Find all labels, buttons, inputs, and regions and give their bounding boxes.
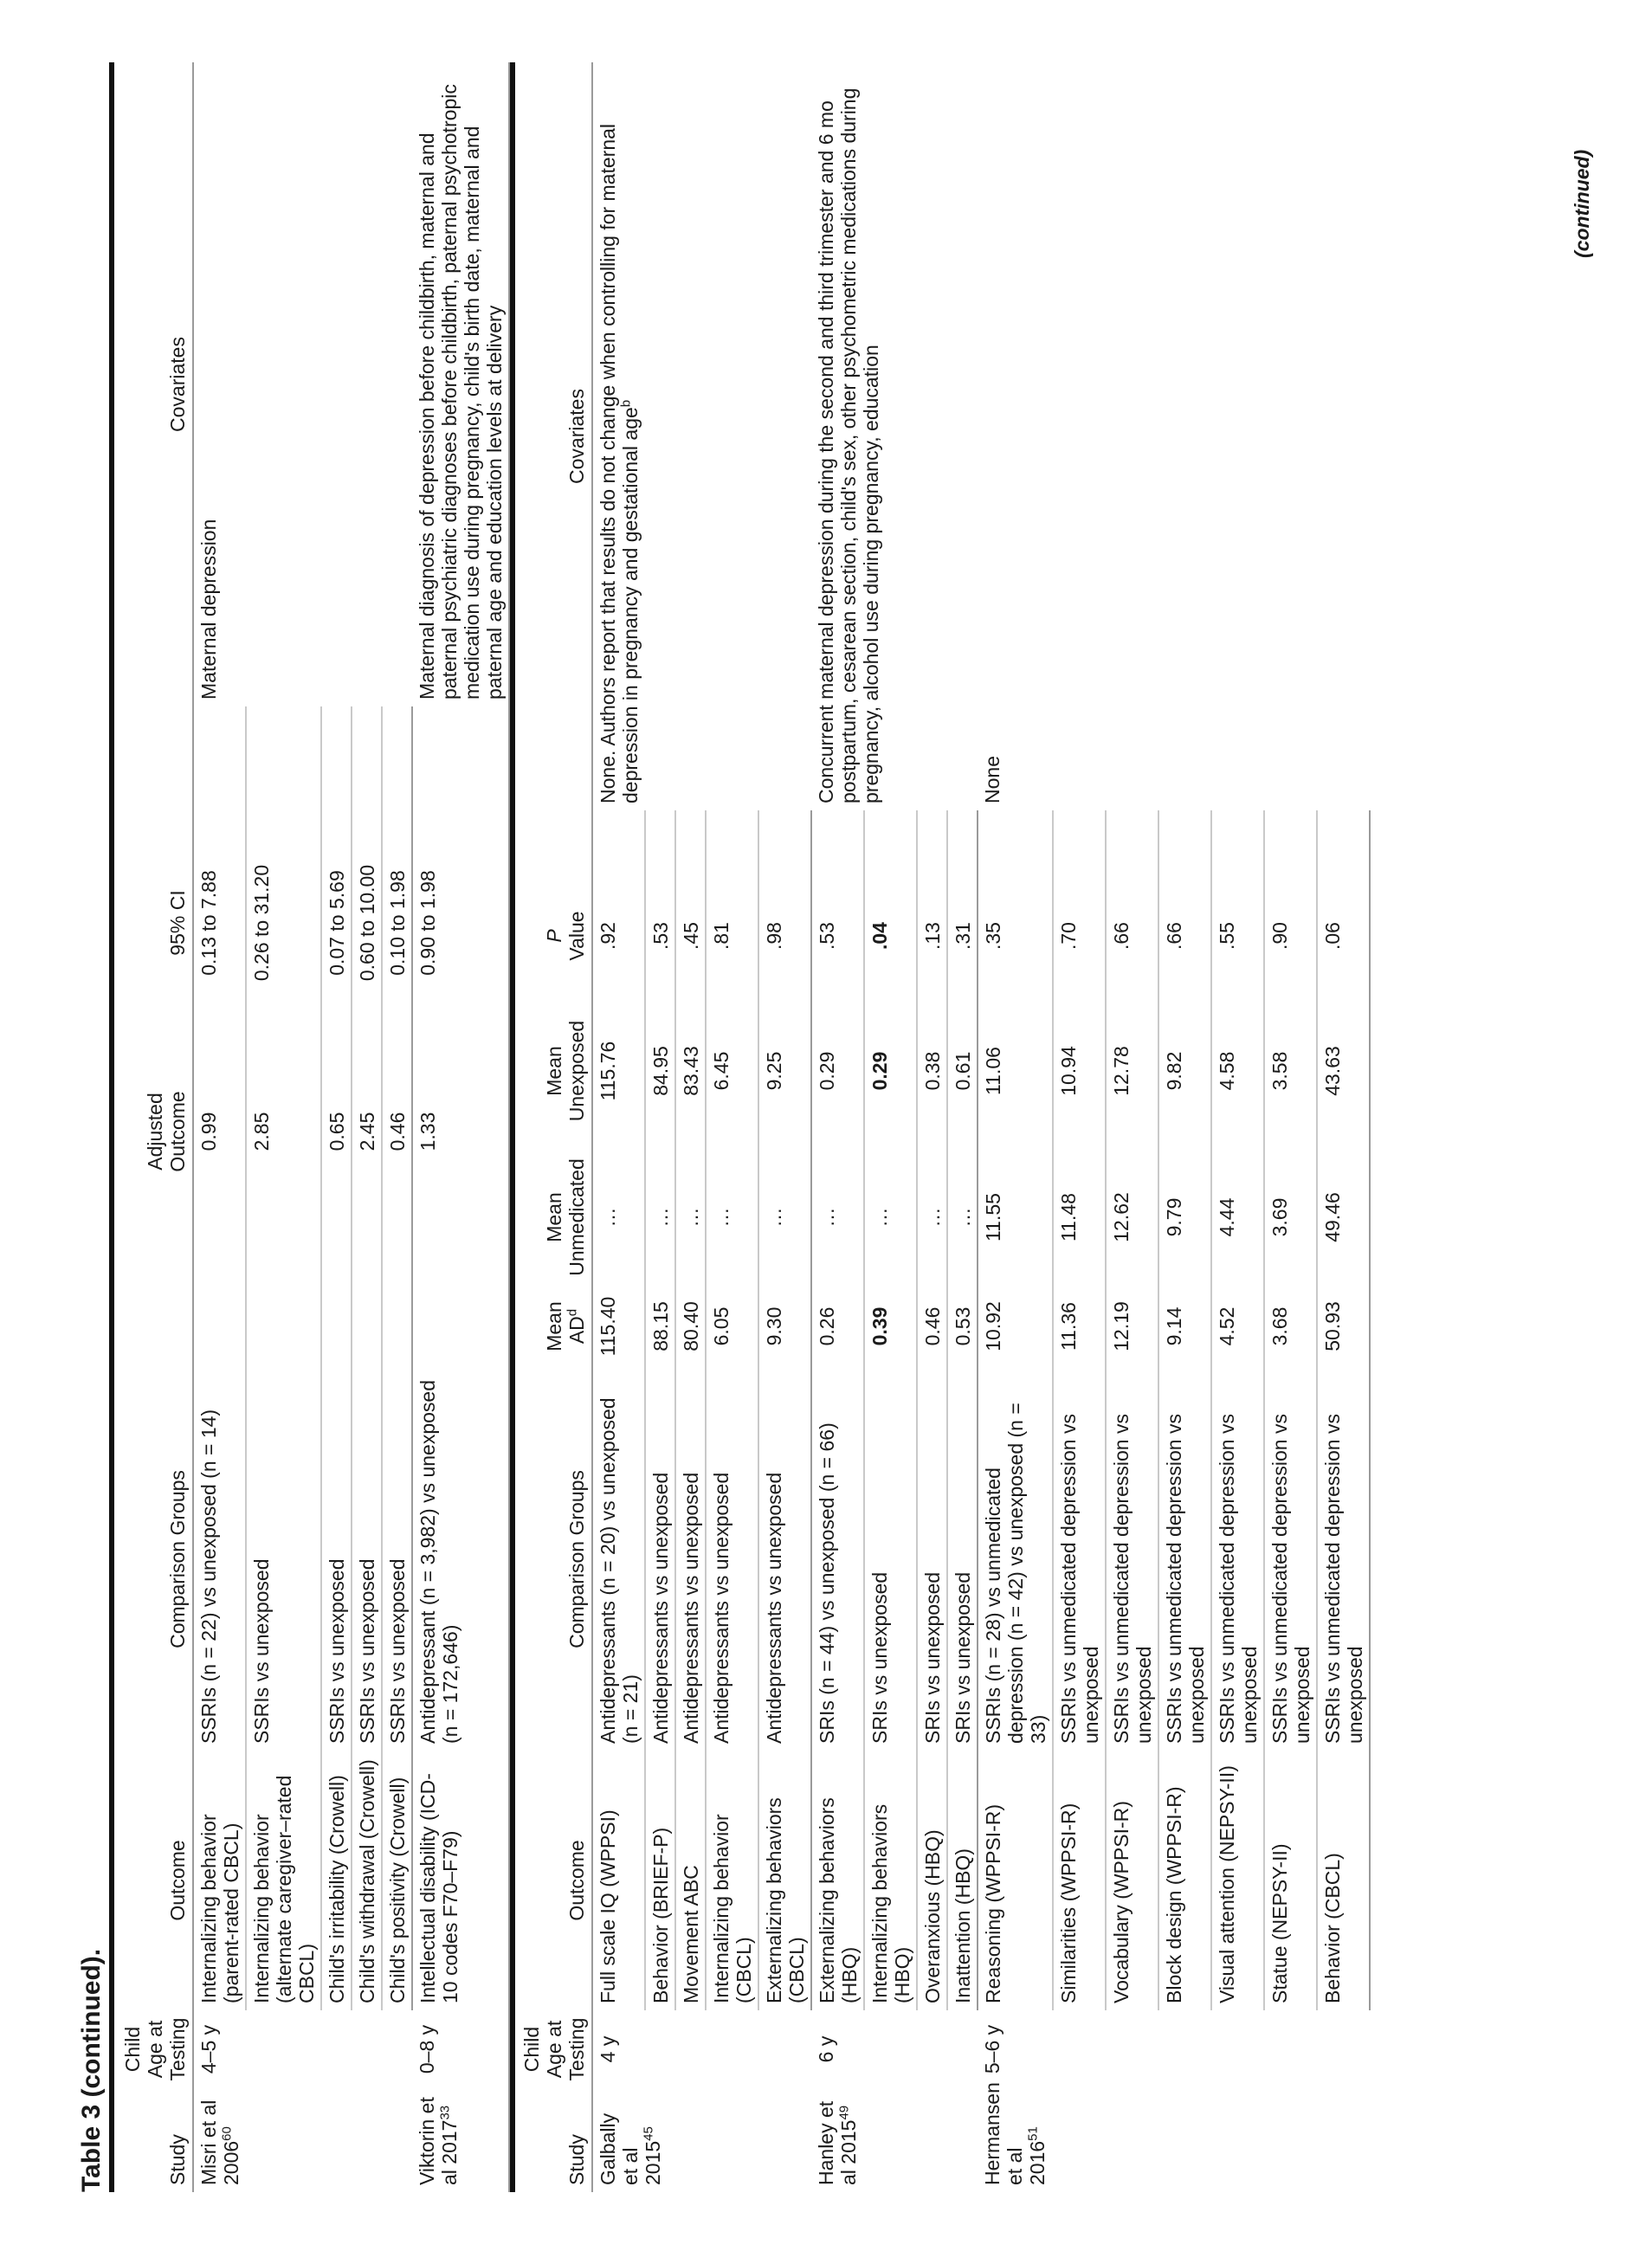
spacer-cell (246, 1207, 321, 1368)
mean-unexposed-cell: 0.29 (811, 992, 864, 1150)
child-age: 6 y (815, 2035, 837, 2063)
col-ci: 95% CI (116, 790, 193, 1056)
spacer-cell (706, 810, 758, 880)
mean-unexposed-cell: 84.95 (645, 992, 675, 1150)
spacer-cell (352, 706, 382, 790)
mean-unmedicated-cell: … (706, 1150, 758, 1285)
outcome-cell: Vocabulary (WPPSI-R) (1106, 1751, 1158, 2010)
p-value-cell: .06 (1317, 880, 1370, 992)
comparison-cell: SRIs vs unexposed (864, 1368, 917, 1751)
p-value-cell: .81 (706, 880, 758, 992)
spacer-cell (947, 810, 978, 880)
table-row (412, 62, 509, 2192)
mean-unexposed-cell: 83.43 (675, 992, 706, 1150)
child-age: 4 y (597, 2035, 619, 2063)
p-value-cell: .90 (1264, 880, 1317, 992)
table-title: Table 3 (continued). (77, 1948, 106, 2192)
col-covariates-b: Covariates (513, 62, 592, 810)
comparison-cell: SSRIs vs unmedicated depression vs unexposed (1158, 1368, 1211, 1751)
mean-unexposed-cell: 3.58 (1264, 992, 1317, 1150)
mean-unexposed-cell: 43.63 (1317, 992, 1370, 1150)
outcome-cell: Full scale IQ (WPPSI) (592, 1751, 645, 2010)
comparison-cell: Antidepressants vs unexposed (758, 1368, 811, 1751)
comparison-cell: SSRIs vs unmedicated depression vs unexposed (1317, 1368, 1370, 1751)
mean-unexposed-cell: 12.78 (1106, 992, 1158, 1150)
mean-unmedicated-cell: … (758, 1150, 811, 1285)
outcome-cell: Block design (WPPSI-R) (1158, 1751, 1211, 2010)
mean-ad-cell: 9.14 (1158, 1285, 1211, 1368)
comparison-cell: SSRIs vs unexposed (246, 1368, 321, 1751)
p-value-cell: .13 (917, 880, 947, 992)
comparison-cell: SSRIs (n = 22) vs unexposed (n = 14) (193, 1368, 246, 1751)
table-section-b (510, 62, 1371, 2192)
spacer-cell (1264, 810, 1317, 880)
comparison-cell: Antidepressant (n = 3,982) vs unexposed (n = 172,646) (412, 1368, 509, 1751)
comparison-cell: SSRIs (n = 28) vs unmedicated depression (n = 42) vs unexposed (n = 33) (978, 1368, 1053, 1751)
outcome-cell: Internalizing behavior (parent-rated CBCL) (193, 1751, 246, 2010)
outcome-cell: Child's withdrawal (Crowell) (352, 1751, 382, 2010)
spacer-cell (412, 706, 509, 790)
mean-ad-cell: 11.36 (1053, 1285, 1106, 1368)
mean-ad-cell: 115.40 (592, 1285, 645, 1368)
covariates-cell: Maternal diagnosis of depression before childbirth, maternal and paternal psychiatric diagnoses before childbirth, paternal psychotropic medication use during pregnancy, child's birth date, maternal and paternal age and education levels at delivery (412, 62, 509, 706)
outcome-cell: Externalizing behaviors (CBCL) (758, 1751, 811, 2010)
spacer-cell (645, 810, 675, 880)
outcome-cell: Movement ABC (675, 1751, 706, 2010)
child-age: 0–8 y (412, 2010, 509, 2088)
mean-unexposed-cell: 115.76 (592, 992, 645, 1150)
mean-ad-cell: 0.26 (811, 1285, 864, 1368)
spacer-cell (592, 810, 645, 880)
outcome-cell: Child's irritability (Crowell) (321, 1751, 352, 2010)
comparison-cell: Antidepressants vs unexposed (645, 1368, 675, 1751)
spacer-cell (193, 1207, 246, 1368)
spacer-cell (811, 810, 864, 880)
child-age: 4–5 y (197, 2024, 220, 2074)
covariates-cell: None. Authors report that results do not change when controlling for maternal depression in pregnancy and gestational age$^b$ (597, 123, 642, 803)
spacer-cell (864, 810, 917, 880)
mean-unexposed-cell: 0.61 (947, 992, 978, 1150)
table-row (193, 62, 246, 2192)
covariates-cell: None (981, 756, 1003, 803)
ci-cell: 0.60 to 10.00 (352, 790, 382, 1056)
study-name: Hermansen et al 2016$^{51}$ (981, 2082, 1049, 2185)
outcome-cell: Visual attention (NEPSY-II) (1211, 1751, 1264, 2010)
mean-ad-cell: 12.19 (1106, 1285, 1158, 1368)
mean-unmedicated-cell: 12.62 (1106, 1150, 1158, 1285)
mean-unexposed-cell: 9.82 (1158, 992, 1211, 1150)
spacer-cell (1106, 810, 1158, 880)
spacer-cell (246, 706, 321, 790)
spacer-cell (321, 1207, 352, 1368)
mean-unmedicated-cell: … (864, 1150, 917, 1285)
study-name: Viktorin et al 2017$^{33}$ (412, 2088, 509, 2192)
study-name: Galbally et al 2015$^{45}$ (597, 2112, 664, 2185)
study-name: Misri et al 2006$^{60}$ (197, 2099, 242, 2185)
spacer-cell (1053, 810, 1106, 880)
spacer-cell (352, 1207, 382, 1368)
adjusted-outcome-cell: 2.85 (246, 1056, 321, 1207)
mean-unmedicated-cell: 3.69 (1264, 1150, 1317, 1285)
comparison-cell: Antidepressants vs unexposed (706, 1368, 758, 1751)
comparison-cell: Antidepressants vs unexposed (675, 1368, 706, 1751)
outcome-cell: Reasoning (WPPSI-R) (978, 1751, 1053, 2010)
outcome-cell: Behavior (CBCL) (1317, 1751, 1370, 2010)
mean-ad-cell: 88.15 (645, 1285, 675, 1368)
mean-ad-cell: 0.53 (947, 1285, 978, 1368)
ci-cell: 0.07 to 5.69 (321, 790, 352, 1056)
col-mean-ad: Mean $AD^d$ (513, 1285, 592, 1368)
adjusted-outcome-cell: 0.46 (382, 1056, 412, 1207)
p-value-cell: .31 (947, 880, 978, 992)
mean-unexposed-cell: 0.38 (917, 992, 947, 1150)
mean-unexposed-cell: 9.25 (758, 992, 811, 1150)
comparison-cell: SRIs vs unexposed (917, 1368, 947, 1751)
comparison-cell: SSRIs vs unmedicated depression vs unexposed (1053, 1368, 1106, 1751)
p-value-cell: .92 (592, 880, 645, 992)
outcome-cell: Internalizing behaviors (HBQ) (864, 1751, 917, 2010)
outcome-cell: Inattention (HBQ) (947, 1751, 978, 2010)
table-section-a (116, 62, 510, 2192)
mean-unmedicated-cell: … (917, 1150, 947, 1285)
top-rule (109, 62, 114, 2192)
comparison-cell: SSRIs vs unexposed (352, 1368, 382, 1751)
mean-ad-cell: 0.46 (917, 1285, 947, 1368)
mean-unexposed-cell: 11.06 (978, 992, 1053, 1150)
p-value-cell: .66 (1158, 880, 1211, 992)
spacer-cell (382, 706, 412, 790)
spacer-cell (1158, 810, 1211, 880)
mean-unmedicated-cell: 9.79 (1158, 1150, 1211, 1285)
adjusted-outcome-cell: 0.99 (193, 1056, 246, 1207)
col-age-b: Child Age at Testing (513, 2010, 592, 2088)
mean-ad-cell: 4.52 (1211, 1285, 1264, 1368)
p-value-cell: .04 (864, 880, 917, 992)
col-mean-unmedicated: Mean Unmedicated (513, 1150, 592, 1285)
col-comparison: Comparison Groups (116, 1368, 193, 1751)
mean-unexposed-cell: 0.29 (864, 992, 917, 1150)
mean-unmedicated-cell: … (811, 1150, 864, 1285)
ci-cell: 0.13 to 7.88 (193, 790, 246, 1056)
outcome-cell: Internalizing behavior (alternate caregiver–rated CBCL) (246, 1751, 321, 2010)
spacer-cell (978, 810, 1053, 880)
col-adjusted: Adjusted Outcome (116, 1056, 193, 1207)
p-value-cell: .53 (811, 880, 864, 992)
mean-unexposed-cell: 10.94 (1053, 992, 1106, 1150)
mean-unexposed-cell: 6.45 (706, 992, 758, 1150)
spacer-cell (675, 810, 706, 880)
outcome-cell: Similarities (WPPSI-R) (1053, 1751, 1106, 2010)
col-covariates: Covariates (116, 62, 193, 706)
comparison-cell: SSRIs vs unmedicated depression vs unexposed (1106, 1368, 1158, 1751)
mean-unmedicated-cell: 4.44 (1211, 1150, 1264, 1285)
outcome-cell: Externalizing behaviors (HBQ) (811, 1751, 864, 2010)
p-value-cell: .98 (758, 880, 811, 992)
col-p-value: P Value (513, 880, 592, 992)
outcome-cell: Overanxious (HBQ) (917, 1751, 947, 2010)
mean-unmedicated-cell: 11.55 (978, 1150, 1053, 1285)
adjusted-outcome-cell: 2.45 (352, 1056, 382, 1207)
mean-unmedicated-cell: 11.48 (1053, 1150, 1106, 1285)
mean-ad-cell: 10.92 (978, 1285, 1053, 1368)
spacer-cell (1317, 810, 1370, 880)
col-study: Study (116, 2088, 193, 2192)
col-outcome: Outcome (116, 1751, 193, 2010)
mean-unexposed-cell: 4.58 (1211, 992, 1264, 1150)
col-mean-unexposed: Mean Unexposed (513, 992, 592, 1150)
p-value-cell: .45 (675, 880, 706, 992)
header-row-a (116, 62, 193, 2192)
spacer-cell (321, 706, 352, 790)
mean-ad-cell: 3.68 (1264, 1285, 1317, 1368)
mean-ad-cell: 0.39 (864, 1285, 917, 1368)
mean-unmedicated-cell: … (675, 1150, 706, 1285)
spacer-cell (917, 810, 947, 880)
col-outcome-b: Outcome (513, 1751, 592, 2010)
p-value-cell: .66 (1106, 880, 1158, 992)
ci-cell: 0.26 to 31.20 (246, 790, 321, 1056)
spacer-cell (412, 1207, 509, 1368)
comparison-cell: Antidepressants (n = 20) vs unexposed (n = 21) (592, 1368, 645, 1751)
comparison-cell: SSRIs vs unexposed (321, 1368, 352, 1751)
continued-note: (continued) (1571, 149, 1593, 258)
comparison-cell: SSRIs vs unmedicated depression vs unexposed (1211, 1368, 1264, 1751)
outcome-cell: Statue (NEPSY-II) (1264, 1751, 1317, 2010)
ci-cell: 0.90 to 1.98 (412, 790, 509, 1056)
mean-ad-cell: 6.05 (706, 1285, 758, 1368)
comparison-cell: SSRIs vs unexposed (382, 1368, 412, 1751)
spacer-cell (1211, 810, 1264, 880)
p-value-cell: .70 (1053, 880, 1106, 992)
comparison-cell: SRIs vs unexposed (947, 1368, 978, 1751)
outcome-cell: Behavior (BRIEF-P) (645, 1751, 675, 2010)
spacer-cell (382, 1207, 412, 1368)
header-row-b (513, 62, 592, 2192)
table-row (978, 62, 1053, 2192)
table-row (592, 62, 645, 2192)
ci-cell: 0.10 to 1.98 (382, 790, 412, 1056)
mean-ad-cell: 50.93 (1317, 1285, 1370, 1368)
covariates-cell: Maternal depression (197, 519, 220, 700)
comparison-cell: SRIs (n = 44) vs unexposed (n = 66) (811, 1368, 864, 1751)
adjusted-outcome-cell: 0.65 (321, 1056, 352, 1207)
col-age: Child Age at Testing (116, 2010, 193, 2088)
mean-ad-cell: 80.40 (675, 1285, 706, 1368)
mean-unmedicated-cell: … (947, 1150, 978, 1285)
mean-unmedicated-cell: … (645, 1150, 675, 1285)
outcome-cell: Internalizing behavior (CBCL) (706, 1751, 758, 2010)
comparison-cell: SSRIs vs unmedicated depression vs unexposed (1264, 1368, 1317, 1751)
p-value-cell: .53 (645, 880, 675, 992)
spacer-cell (193, 706, 246, 790)
child-age: 5–6 y (981, 2024, 1003, 2074)
outcome-cell: Child's positivity (Crowell) (382, 1751, 412, 2010)
p-value-cell: .55 (1211, 880, 1264, 992)
study-name: Hanley et al 2015$^{49}$ (815, 2100, 860, 2185)
mean-unmedicated-cell: 49.46 (1317, 1150, 1370, 1285)
spacer-cell (758, 810, 811, 880)
table-row (811, 62, 864, 2192)
p-value-cell: .35 (978, 880, 1053, 992)
table-frame (74, 62, 1371, 2192)
covariates-cell: Concurrent maternal depression during the second and third trimester and 6 mo postpartum, cesarean section, child's sex, other psychometric medications during pregnancy, alcohol use during pregnancy, education (815, 87, 882, 803)
mean-ad-cell: 9.30 (758, 1285, 811, 1368)
col-comparison-b: Comparison Groups (513, 1368, 592, 1751)
adjusted-outcome-cell: 1.33 (412, 1056, 509, 1207)
mean-unmedicated-cell: … (592, 1150, 645, 1285)
col-study-b: Study (513, 2088, 592, 2192)
outcome-cell: Intellectual disability (ICD-10 codes F70–F79) (412, 1751, 509, 2010)
